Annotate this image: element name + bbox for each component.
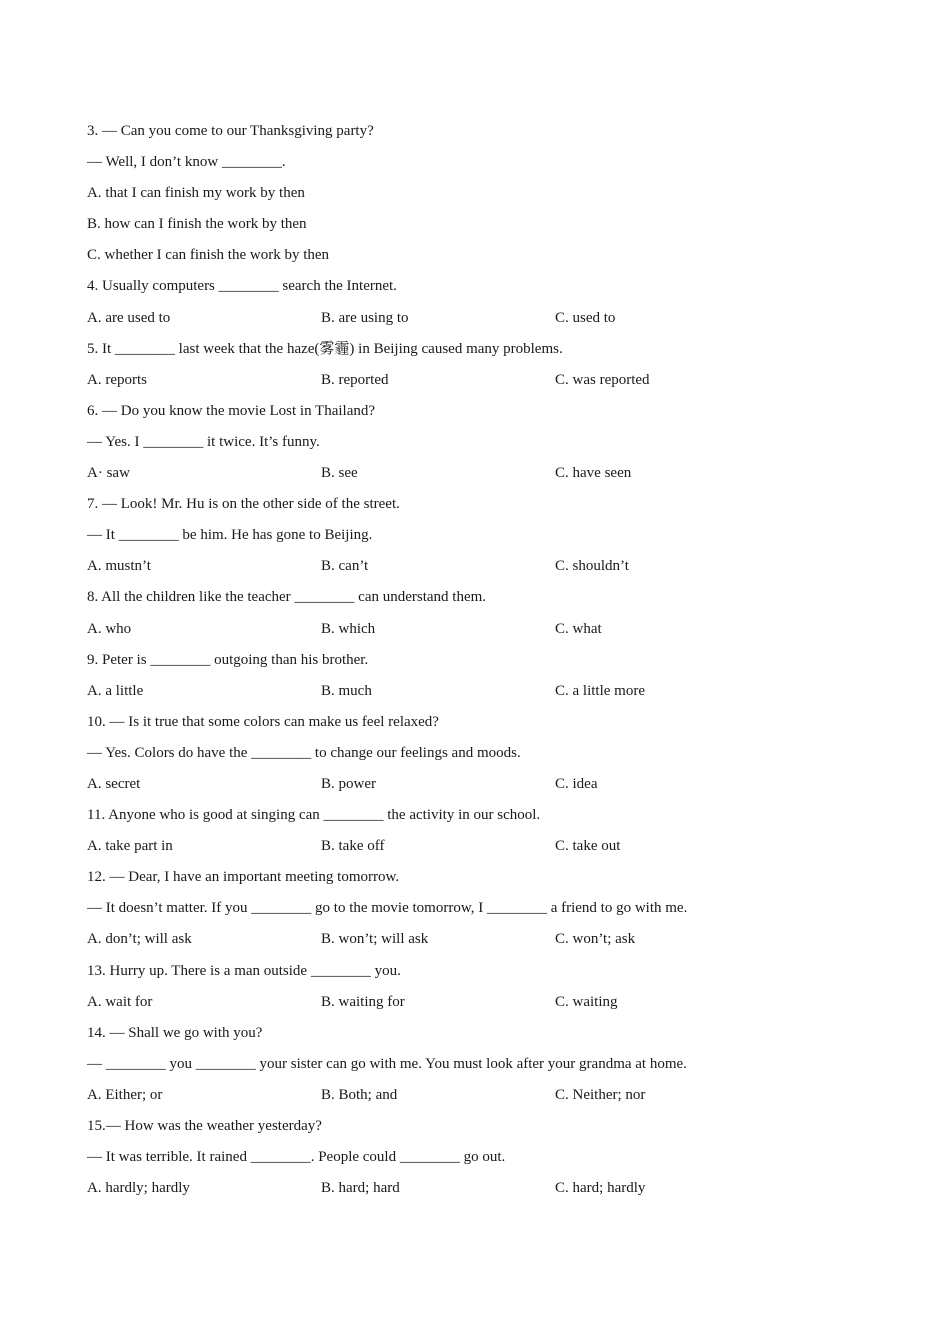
answer-option: B. reported (321, 371, 389, 388)
question-dialogue-line: — Yes. I ________ it twice. It’s funny. (87, 433, 320, 450)
answer-option: C. won’t; ask (555, 931, 636, 948)
question-dialogue-line: — Well, I don’t know ________. (87, 154, 286, 171)
question-dialogue-line: — ________ you ________ your sister can go with me. You must look after your grandma at home. (87, 1055, 687, 1072)
question-stem: 12. — Dear, I have an important meeting tomorrow. (87, 869, 400, 886)
answer-option: B. take off (321, 838, 385, 855)
answer-option: C. idea (555, 775, 598, 792)
answer-option: C. what (555, 620, 602, 637)
question-item (87, 1111, 887, 1204)
answer-options-row (87, 303, 887, 334)
answer-option: B. are using to (321, 309, 409, 326)
question-item (87, 645, 887, 707)
question-stem: 10. — Is it true that some colors can make us feel relaxed? (87, 713, 439, 730)
question-stem: 14. — Shall we go with you? (87, 1024, 263, 1041)
answer-options-row (87, 614, 887, 645)
question-stem: 13. Hurry up. There is a man outside ________ you. (87, 962, 401, 979)
answer-option: A. don’t; will ask (87, 931, 192, 948)
answer-options-row (87, 1080, 887, 1111)
answer-option: A. a little (87, 682, 144, 699)
answer-options-row (87, 365, 887, 396)
answer-option: B. waiting for (321, 993, 405, 1010)
question-stem: 9. Peter is ________ outgoing than his brother. (87, 651, 369, 668)
question-stem: 5. It ________ last week that the haze(雾霾) in Beijing caused many problems. (87, 340, 563, 357)
answer-option: C. Neither; nor (555, 1086, 646, 1103)
answer-option: C. shouldn’t (555, 558, 629, 575)
question-stem: 3. — Can you come to our Thanksgiving party? (87, 123, 374, 139)
question-dialogue-line: — It doesn’t matter. If you ________ go to the movie tomorrow, I ________ a friend to go with me. (87, 900, 688, 917)
question-item (87, 334, 887, 396)
question-item (87, 582, 887, 644)
question-item (87, 707, 887, 800)
answer-options-row (87, 831, 887, 862)
answer-option: C. was reported (555, 371, 650, 388)
answer-option: C. have seen (555, 465, 632, 482)
answer-options-row (87, 924, 887, 955)
answer-option: B. Both; and (321, 1086, 398, 1103)
answer-option: A. that I can finish my work by then (87, 185, 305, 202)
answer-option: C. waiting (555, 993, 618, 1010)
answer-option: C. a little more (555, 682, 645, 699)
question-dialogue-line: — Yes. Colors do have the ________ to change our feelings and moods. (87, 744, 521, 761)
question-stem: 8. All the children like the teacher ________ can understand them. (87, 589, 487, 606)
answer-option: A. take part in (87, 838, 173, 855)
question-item (87, 116, 887, 271)
answer-option: A. wait for (87, 993, 153, 1010)
question-item (87, 862, 887, 955)
answer-option: B. power (321, 775, 376, 792)
answer-options-row (87, 458, 887, 489)
answer-option: A. mustn’t (87, 558, 151, 575)
question-stem: 15.— How was the weather yesterday? (87, 1118, 322, 1134)
answer-options-row (87, 769, 887, 800)
question-stem: 7. — Look! Mr. Hu is on the other side of the street. (87, 496, 400, 513)
answer-option: A. Either; or (87, 1086, 163, 1103)
answer-option: A. hardly; hardly (87, 1180, 190, 1197)
question-stem: 4. Usually computers ________ search the Internet. (87, 278, 397, 295)
answer-option: B. can’t (321, 558, 369, 575)
answer-option: B. much (321, 682, 372, 699)
question-item (87, 800, 887, 862)
question-dialogue-line: — It ________ be him. He has gone to Beijing. (87, 527, 373, 544)
question-item (87, 396, 887, 489)
answer-option: C. take out (555, 838, 621, 855)
question-item (87, 271, 887, 333)
question-stem: 11. Anyone who is good at singing can ________ the activity in our school. (87, 807, 541, 824)
answer-option: C. used to (555, 309, 616, 326)
question-item (87, 1018, 887, 1111)
answer-options-row (87, 1173, 887, 1204)
question-stem: 6. — Do you know the movie Lost in Thailand? (87, 402, 376, 419)
question-item (87, 956, 887, 1018)
answer-options-row (87, 676, 887, 707)
answer-option: B. see (321, 465, 358, 482)
answer-option: A. reports (87, 371, 147, 388)
answer-option: A. who (87, 620, 132, 637)
answer-option: B. hard; hard (321, 1180, 400, 1197)
answer-option: B. which (321, 620, 376, 637)
answer-option: A· saw (87, 465, 130, 482)
answer-option: B. won’t; will ask (321, 931, 429, 948)
answer-options-row (87, 987, 887, 1018)
answer-options-row (87, 551, 887, 582)
question-list (87, 116, 887, 1204)
question-dialogue-line: — It was terrible. It rained ________. People could ________ go out. (87, 1149, 506, 1166)
answer-option: C. whether I can finish the work by then (87, 247, 330, 264)
answer-option: B. how can I finish the work by then (87, 216, 307, 233)
question-item (87, 489, 887, 582)
answer-option: C. hard; hardly (555, 1180, 646, 1197)
answer-option: A. are used to (87, 309, 171, 326)
answer-option: A. secret (87, 775, 141, 792)
